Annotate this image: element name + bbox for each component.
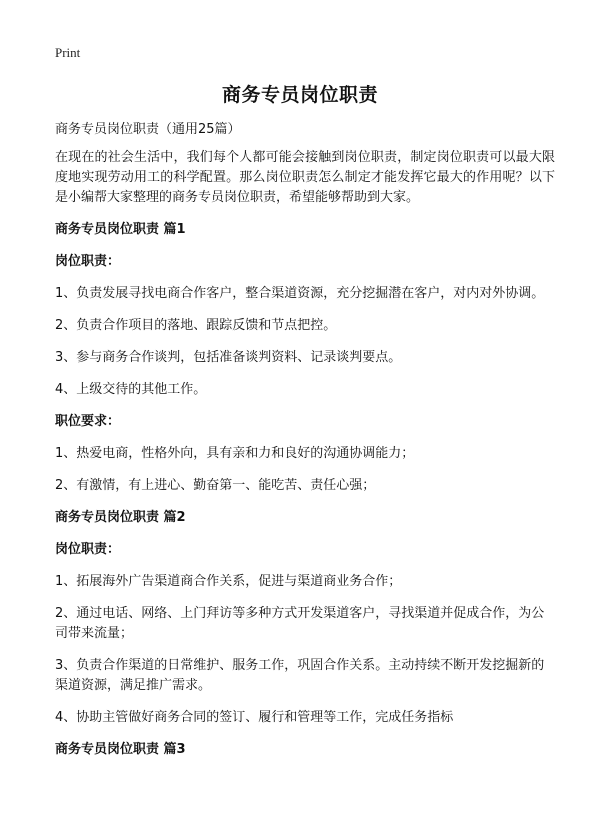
intro-paragraph: 在现在的社会生活中，我们每个人都可能会接触到岗位职责，制定岗位职责可以最大限度地实现劳动用工的科学配置。那么岗位职责怎么制定才能发挥它最大的作用呢？以下是小编帮大家整理的商务专员岗位职责，希望能够帮助到大家。 (55, 150, 555, 205)
duty-item: 1、拓展海外广告渠道商合作关系，促进与渠道商业务合作； (55, 574, 402, 589)
document-subtitle: 商务专员岗位职责（通用25篇） (55, 122, 241, 137)
document-title: 商务专员岗位职责 (221, 84, 378, 106)
requirement-item: 1、热爱电商，性格外向，具有亲和力和良好的沟通协调能力； (55, 446, 415, 461)
duty-item: 4、协助主管做好商务合同的签订、履行和管理等工作，完成任务指标 (55, 710, 454, 725)
section-heading: 商务专员岗位职责 篇1 (55, 222, 186, 237)
section-heading: 商务专员岗位职责 篇3 (55, 742, 186, 757)
duties-label: 岗位职责： (55, 254, 121, 269)
duty-item: 3、负责合作渠道的日常维护、服务工作，巩固合作关系。主动持续不断开发挖掘新的渠道资源，满足推广需求。 (55, 658, 545, 693)
print-link[interactable]: Print (55, 45, 81, 60)
requirement-item: 2、有激情，有上进心、勤奋第一、能吃苦、责任心强； (55, 478, 376, 493)
duty-item: 1、负责发展寻找电商合作客户，整合渠道资源，充分挖掘潜在客户，对内对外协调。 (55, 286, 545, 301)
duty-item: 3、参与商务合作谈判，包括准备谈判资料、记录谈判要点。 (55, 350, 402, 365)
duty-item: 2、通过电话、网络、上门拜访等多种方式开发渠道客户，寻找渠道并促成合作，为公司带来流量； (55, 606, 545, 641)
document-body (55, 120, 555, 772)
section-heading: 商务专员岗位职责 篇2 (55, 510, 186, 525)
duty-item: 2、负责合作项目的落地、跟踪反馈和节点把控。 (55, 318, 337, 333)
section-2 (55, 508, 555, 728)
duty-item: 4、上级交待的其他工作。 (55, 382, 207, 397)
section-3 (55, 740, 555, 760)
duties-label: 岗位职责： (55, 542, 121, 557)
requirements-label: 职位要求： (55, 414, 121, 429)
section-1 (55, 220, 555, 496)
